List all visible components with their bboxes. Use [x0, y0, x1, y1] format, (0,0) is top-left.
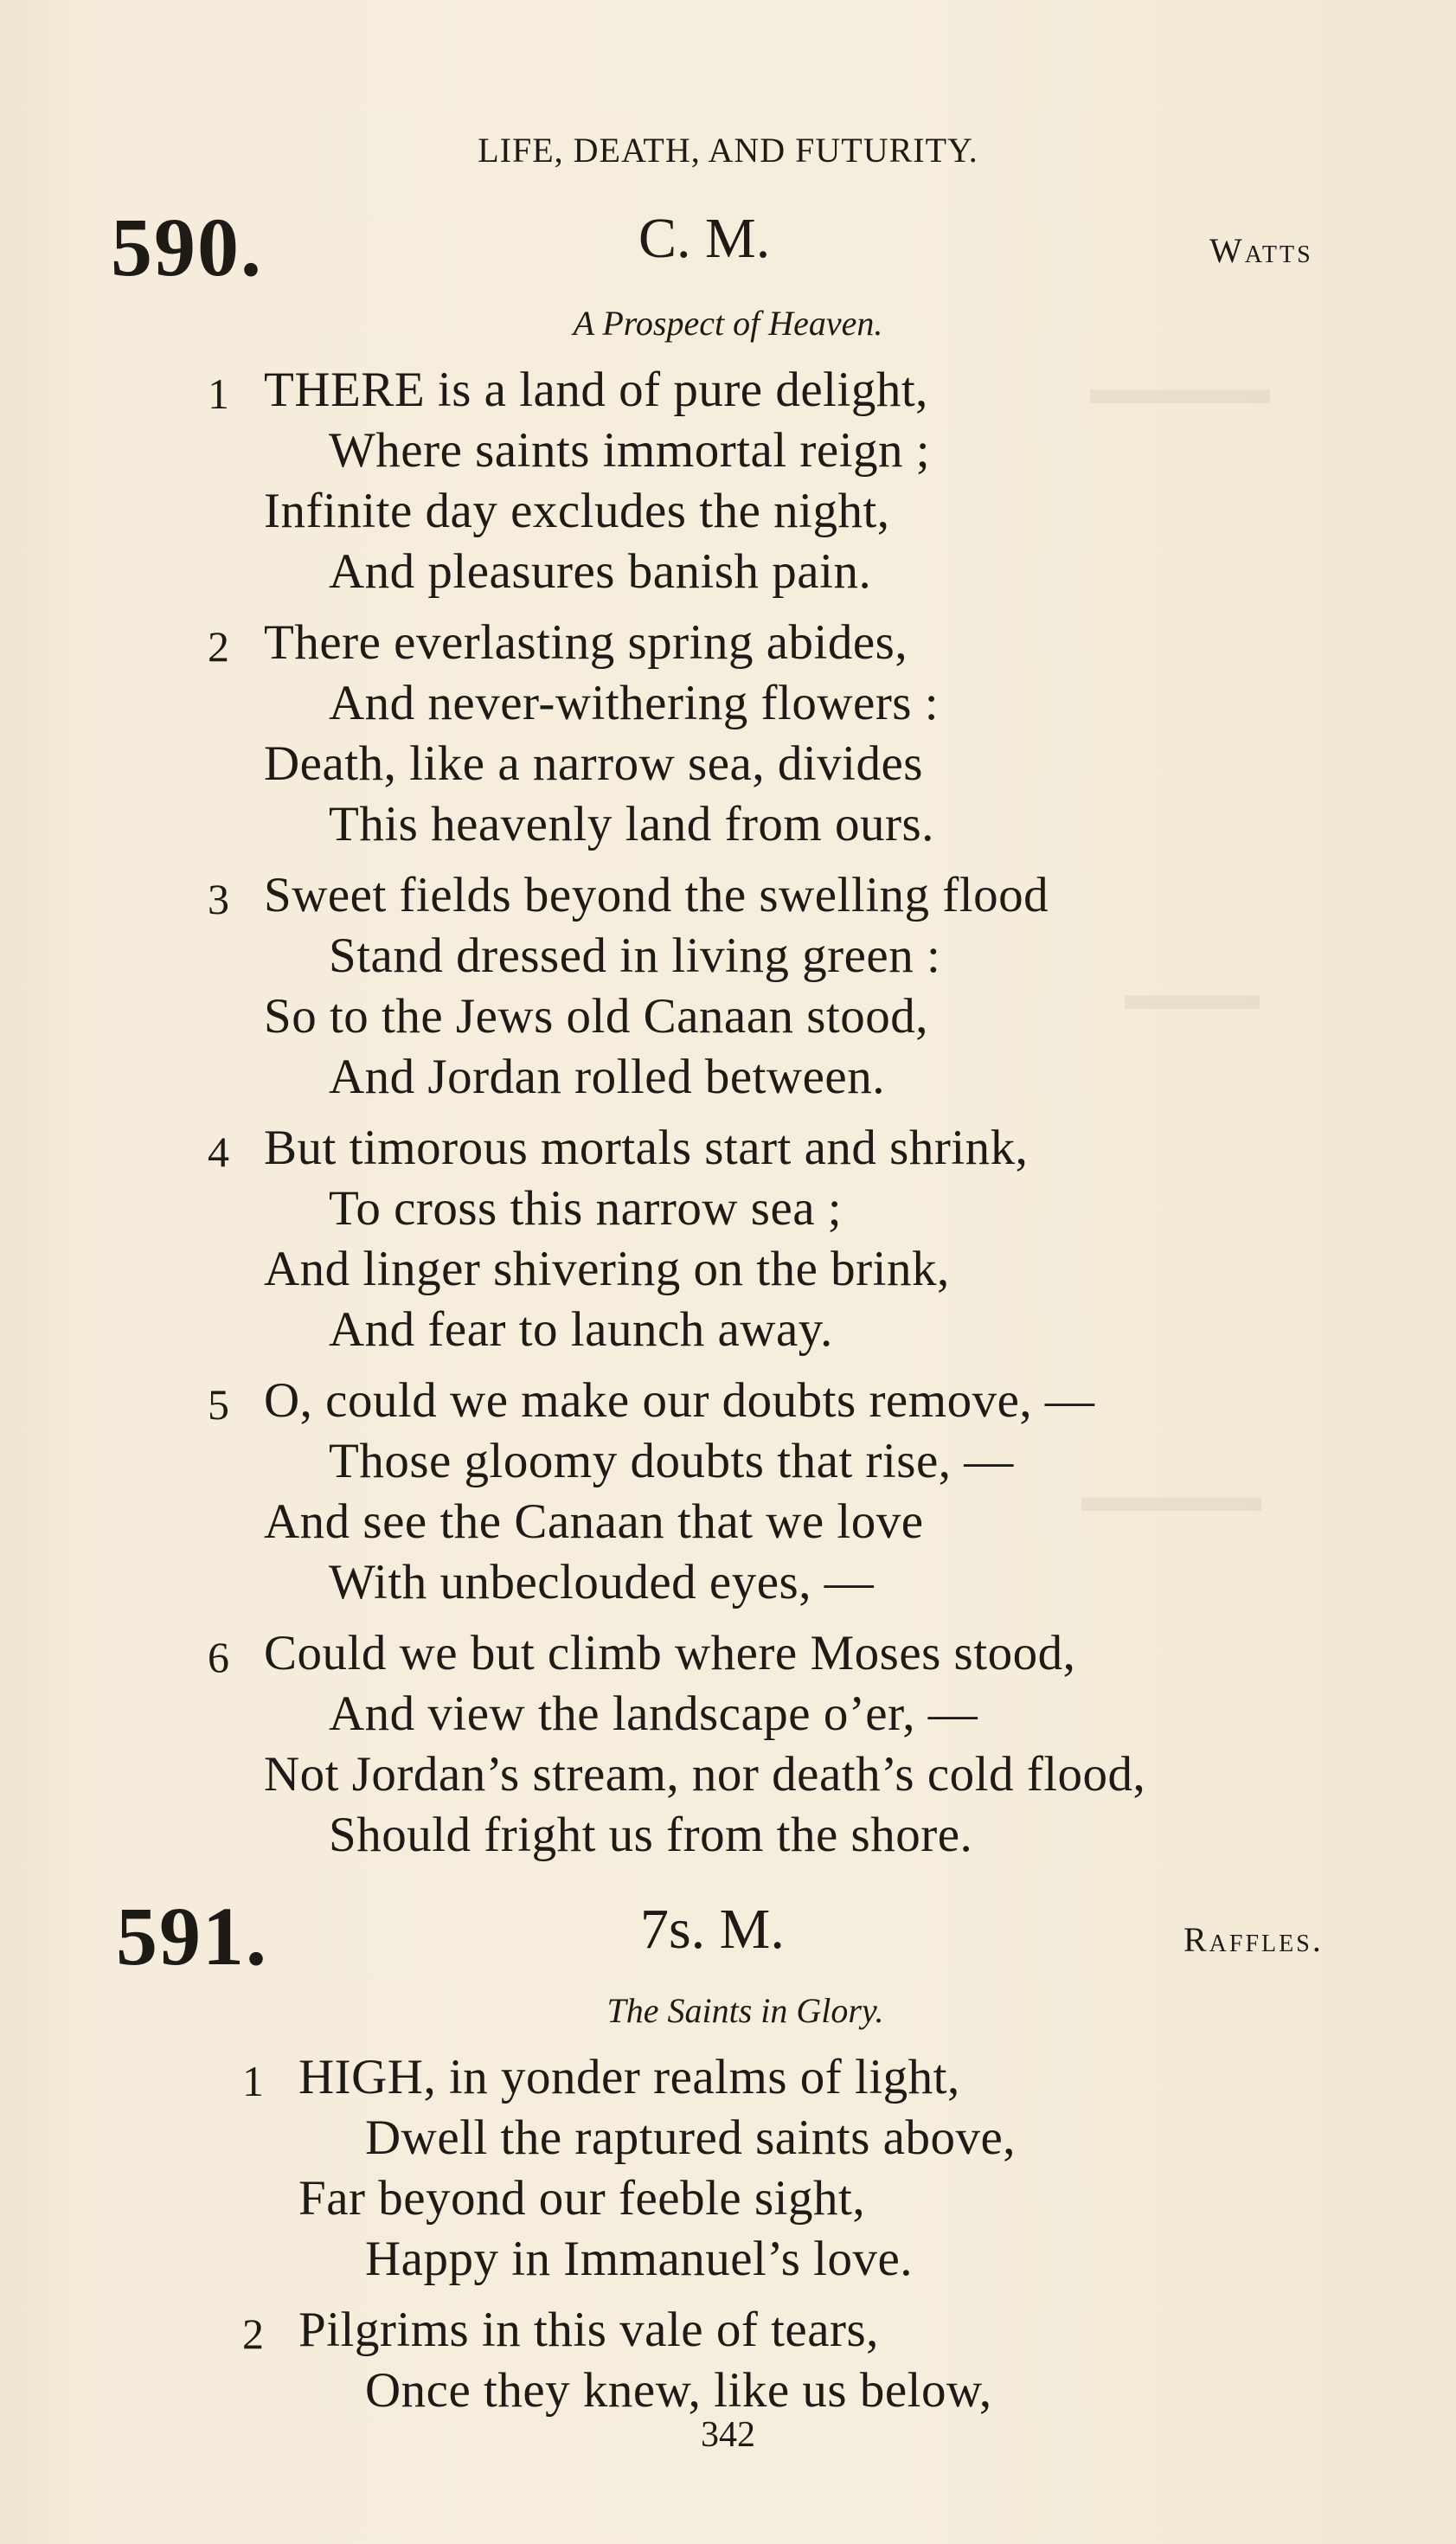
verse-line: Dwell the raptured saints above, [365, 2110, 1017, 2165]
verse-number: 5 [208, 1380, 229, 1429]
verse-number: 1 [208, 369, 229, 418]
verse-number: 2 [242, 2310, 264, 2358]
verse-line: To cross this narrow sea ; [329, 1181, 843, 1236]
verse-line: Sweet fields beyond the swelling flood [264, 868, 1049, 922]
hymn-author: Watts [1209, 231, 1313, 270]
hymn-title: The Saints in Glory. [606, 1991, 884, 2030]
verse-line: Where saints immortal reign ; [329, 423, 931, 478]
verse-line: There everlasting spring abides, [264, 615, 908, 670]
verse-line: Should fright us from the shore. [329, 1808, 973, 1862]
hymn-number: 590. [111, 201, 263, 293]
verse-line: Far beyond our feeble sight, [298, 2171, 866, 2226]
verse-line: O, could we make our doubts remove, — [264, 1373, 1095, 1428]
bleed-through-texture: ▬▬▬▬ [1081, 1472, 1261, 1521]
verse-line: Could we but climb where Moses stood, [264, 1626, 1076, 1680]
verse-number: 4 [208, 1127, 229, 1176]
verse-line: And never-withering flowers : [329, 676, 940, 730]
verse-line: Stand dressed in living green : [329, 928, 941, 983]
verse-line: Infinite day excludes the night, [264, 484, 890, 538]
verse-number: 3 [208, 875, 229, 923]
verse-line: THERE is a land of pure delight, [264, 363, 928, 417]
verse-line: So to the Jews old Canaan stood, [264, 989, 929, 1044]
verse-line: And fear to launch away. [329, 1302, 833, 1357]
hymn-meter: C. M. [638, 207, 771, 270]
verse-line: Pilgrims in this vale of tears, [298, 2303, 879, 2357]
verse-line: But timorous mortals start and shrink, [264, 1121, 1029, 1175]
verse-line: With unbeclouded eyes, — [329, 1555, 875, 1609]
hymn-meter: 7s. M. [640, 1898, 785, 1961]
hymn-author: Raffles. [1183, 1920, 1324, 1959]
running-head: LIFE, DEATH, AND FUTURITY. [478, 131, 978, 170]
hymn-number: 591. [116, 1890, 268, 1982]
bleed-through-texture: ▬▬▬ [1125, 970, 1260, 1019]
bleed-through-texture: ▬▬▬▬ [1090, 364, 1270, 414]
verse-line: And Jordan rolled between. [329, 1050, 885, 1104]
verse-line: Not Jordan’s stream, nor death’s cold flood, [264, 1747, 1146, 1802]
verse-line: HIGH, in yonder realms of light, [298, 2050, 960, 2104]
verse-line: And view the landscape o’er, — [329, 1686, 978, 1741]
verse-number: 2 [208, 622, 229, 671]
hymn-title: A Prospect of Heaven. [573, 304, 883, 343]
verse-number: 1 [242, 2057, 264, 2105]
verse-number: 6 [208, 1633, 229, 1681]
page-number: 342 [701, 2415, 755, 2455]
verse-line: Death, like a narrow sea, divides [264, 736, 923, 791]
verse-line: And linger shivering on the brink, [264, 1242, 950, 1296]
verse-line: Those gloomy doubts that rise, — [329, 1434, 1014, 1488]
verse-line: Happy in Immanuel’s love. [365, 2232, 914, 2286]
verse-line: And pleasures banish pain. [329, 544, 872, 599]
verse-line: And see the Canaan that we love [264, 1494, 924, 1549]
verse-line: Once they knew, like us below, [365, 2363, 992, 2418]
verse-line: This heavenly land from ours. [329, 797, 934, 851]
